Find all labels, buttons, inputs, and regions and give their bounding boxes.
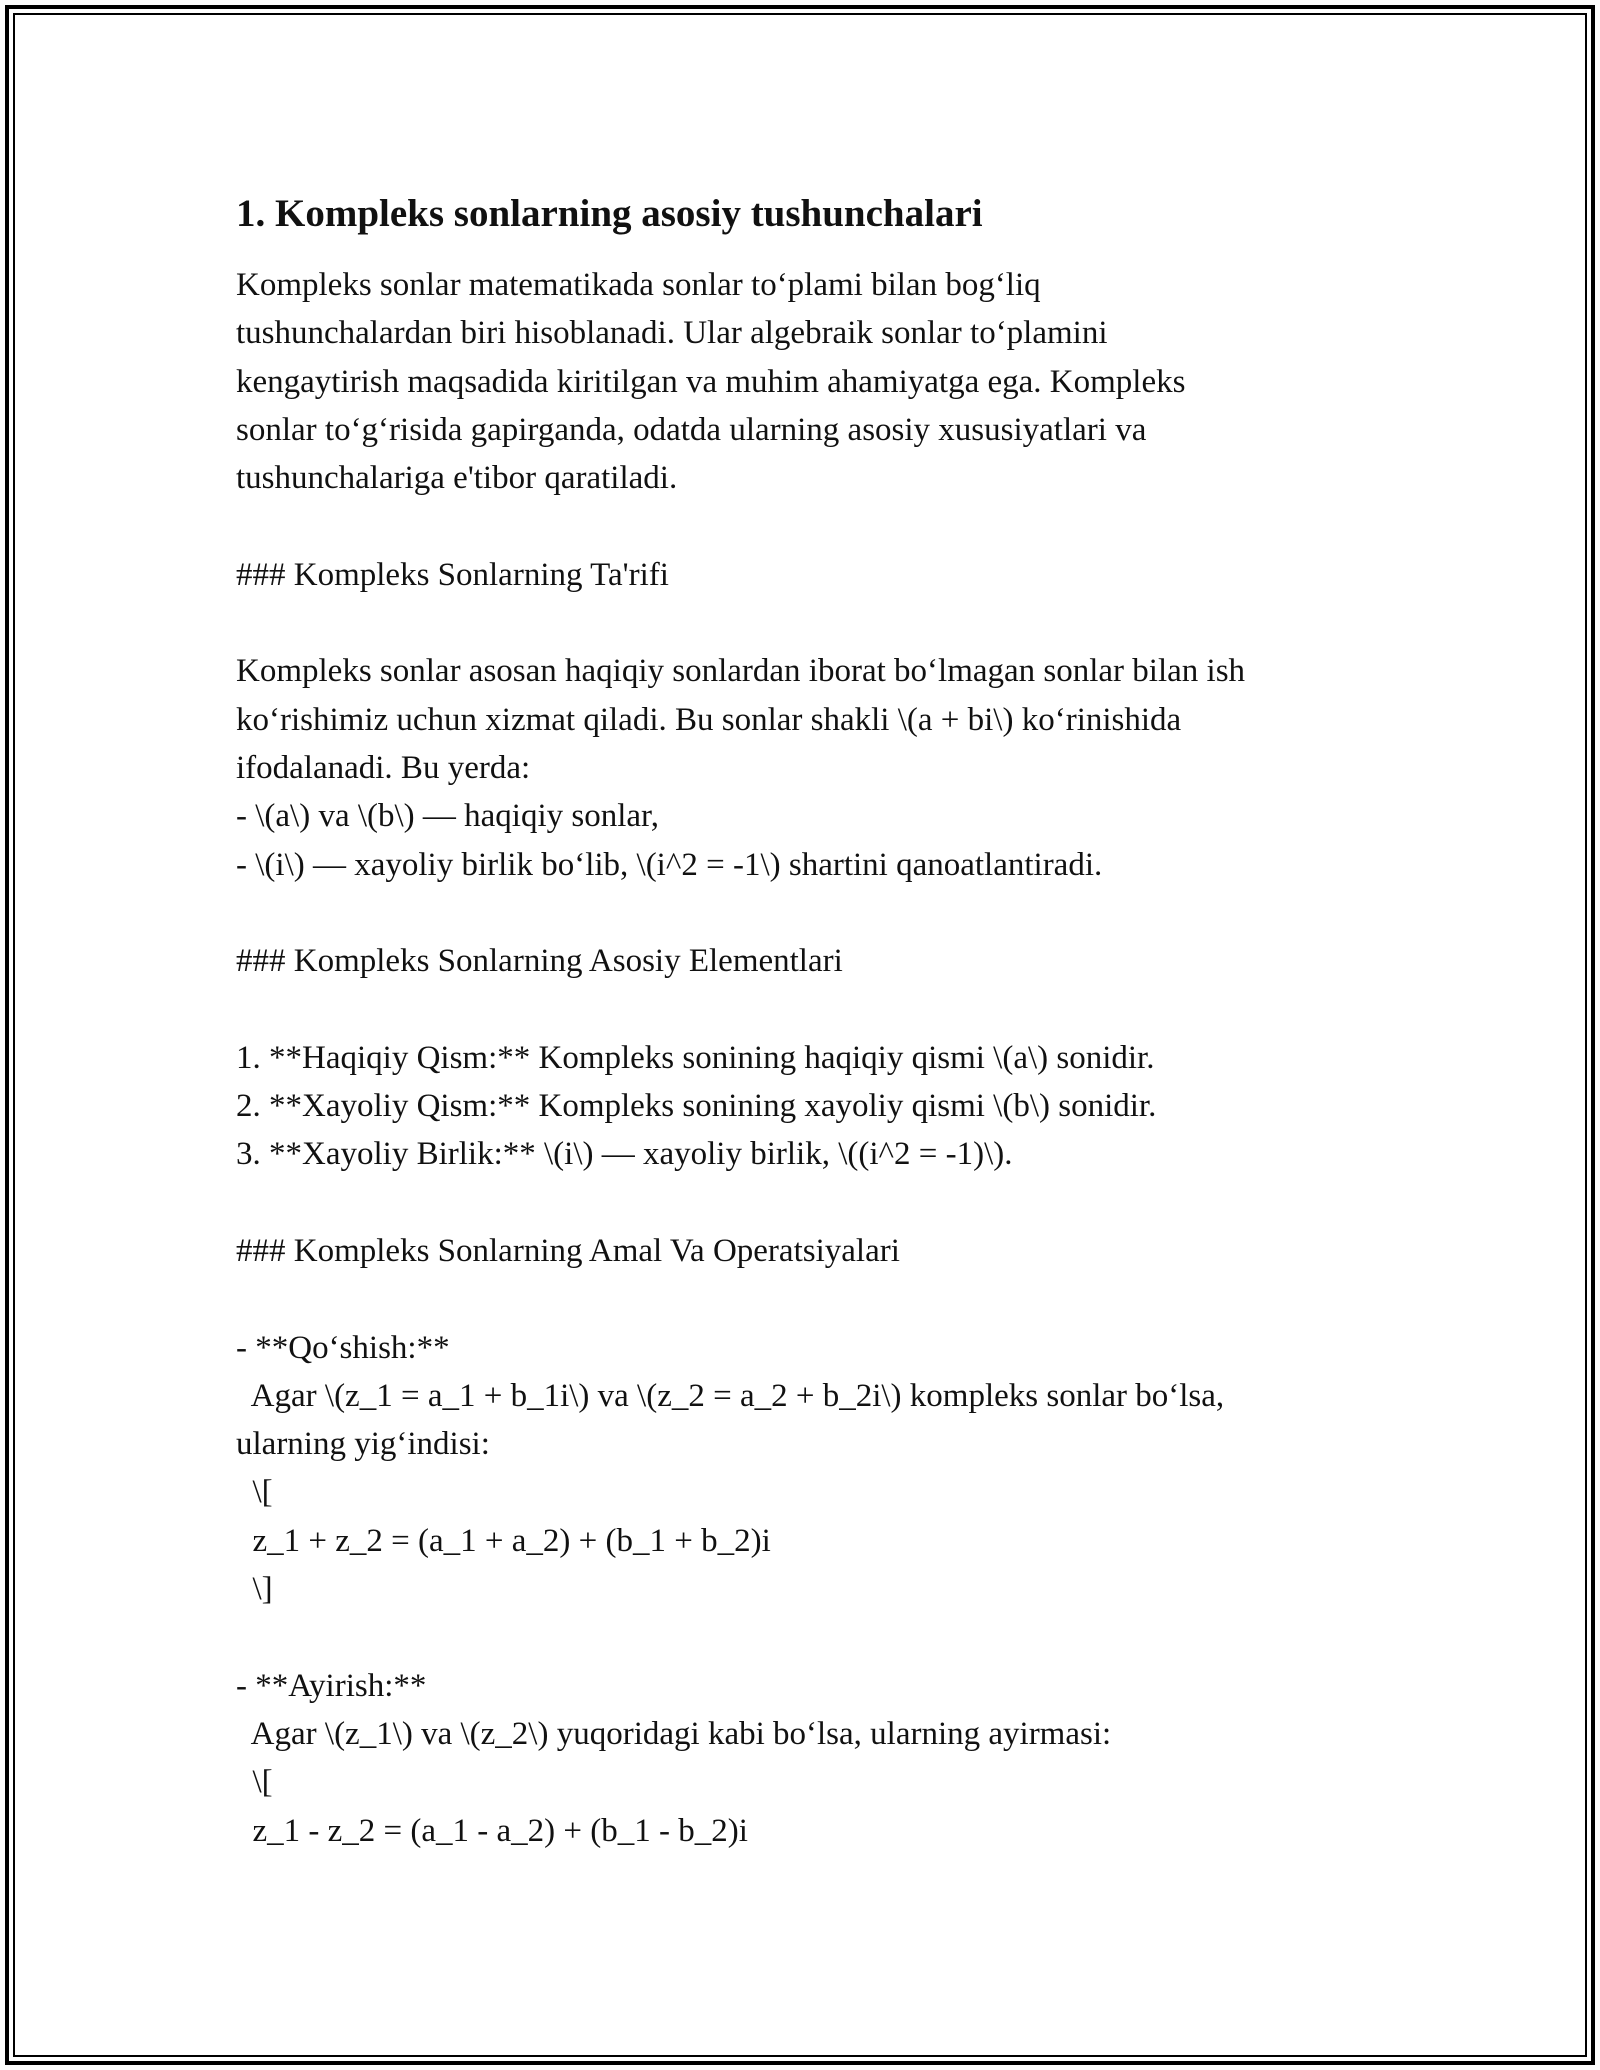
text-line: Agar \(z_1 = a_1 + b_1i\) va \(z_2 = a_2 + b_2i\) kompleks sonlar bo‘lsa, [236,1377,1225,1414]
document-title: 1. Kompleks sonlarning asosiy tushunchalari [236,192,983,235]
blank-line [236,502,1386,550]
section-heading: ### Kompleks Sonlarning Asosiy Elementlari [236,943,843,980]
blank-line [236,1179,1386,1227]
list-item: 2. **Xayoliy Qism:** Kompleks sonining xayoliy qismi \(b\) sonidir. [236,1088,1157,1125]
blank-line [236,889,1386,937]
blank-line [236,599,1386,647]
blank-line [236,1613,1386,1661]
text-line: tushunchalardan biri hisoblanadi. Ular algebraik sonlar to‘plamini [236,315,1108,352]
text-line: Kompleks sonlar matematikada sonlar to‘plami bilan bog‘liq [236,267,1041,303]
text-line: ko‘rishimiz uchun xizmat qiladi. Bu sonlar shakli \(a + bi\) ko‘rinishida [236,701,1182,738]
blank-line [236,1275,1386,1323]
list-item: - \(a\) va \(b\) — haqiqiy sonlar, [236,798,659,835]
section-heading: ### Kompleks Sonlarning Ta'rifi [236,556,669,593]
document-text [236,261,1386,1855]
formula-line: \[ [236,1474,273,1511]
section-heading: ### Kompleks Sonlarning Amal Va Operatsiyalari [236,1232,900,1269]
text-line: kengaytirish maqsadida kiritilgan va muhim ahamiyatga ega. Kompleks [236,363,1186,400]
text-line: tushunchalariga e'tibor qaratiladi. [236,460,678,497]
formula-line: z_1 + z_2 = (a_1 + a_2) + (b_1 + b_2)i [236,1522,771,1559]
text-line: sonlar to‘g‘risida gapirganda, odatda ularning asosiy xususiyatlari va [236,411,1147,448]
text-line: ifodalanadi. Bu yerda: [236,749,531,786]
list-item: - **Ayirish:** [236,1667,427,1704]
list-item: 1. **Haqiqiy Qism:** Kompleks sonining haqiqiy qismi \(a\) sonidir. [236,1039,1155,1076]
list-item: - \(i\) — xayoliy birlik bo‘lib, \(i^2 = -1\) shartini qanoatlantiradi. [236,846,1103,883]
list-item: - **Qo‘shish:** [236,1329,450,1366]
document-body [236,188,1386,1855]
formula-line: \[ [236,1764,273,1801]
text-line: Agar \(z_1\) va \(z_2\) yuqoridagi kabi bo‘lsa, ularning ayirmasi: [236,1715,1112,1752]
formula-line: \] [236,1571,273,1608]
blank-line [236,985,1386,1033]
text-line: Kompleks sonlar asosan haqiqiy sonlardan iborat bo‘lmagan sonlar bilan ish [236,653,1246,690]
text-line: ularning yig‘indisi: [236,1426,490,1463]
list-item: 3. **Xayoliy Birlik:** \(i\) — xayoliy birlik, \((i^2 = -1)\). [236,1136,1013,1173]
formula-line: z_1 - z_2 = (a_1 - a_2) + (b_1 - b_2)i [236,1812,748,1849]
